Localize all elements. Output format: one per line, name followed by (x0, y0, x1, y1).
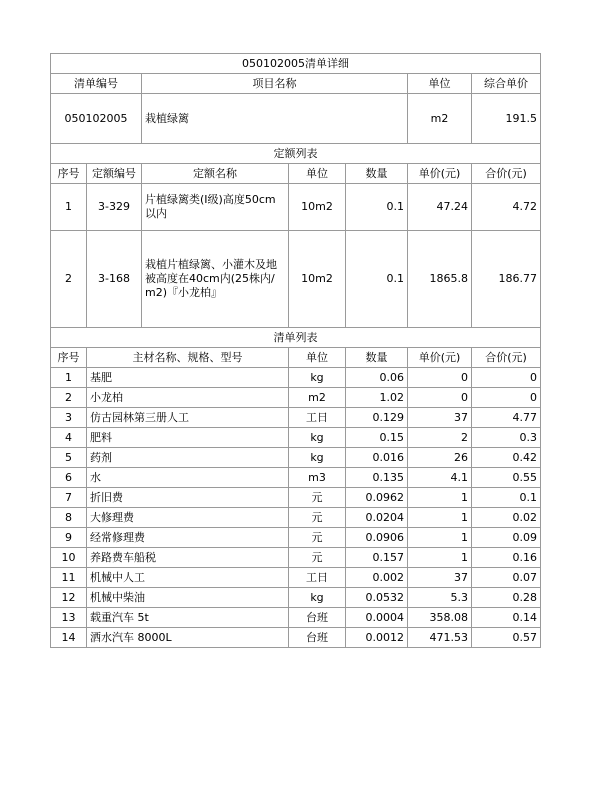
material-total: 0.09 (472, 528, 541, 548)
bill-price: 191.5 (472, 94, 541, 144)
quota-row (51, 231, 541, 328)
material-unit: kg (289, 448, 346, 468)
material-qty: 0.016 (346, 448, 408, 468)
quota-header-unit: 单位 (289, 164, 346, 184)
material-unit: kg (289, 428, 346, 448)
material-price: 471.53 (408, 628, 472, 648)
material-price: 2 (408, 428, 472, 448)
quota-total: 186.77 (472, 231, 541, 328)
quota-price: 1865.8 (408, 231, 472, 328)
bill-unit: m2 (408, 94, 472, 144)
material-row (51, 628, 541, 648)
material-total: 4.77 (472, 408, 541, 428)
material-no: 14 (51, 628, 87, 648)
material-total: 0.57 (472, 628, 541, 648)
quota-header-code: 定额编号 (87, 164, 142, 184)
quota-name: 片植绿篱类(Ⅰ级)高度50cm以内 (142, 184, 289, 231)
quota-code: 3-168 (87, 231, 142, 328)
material-row (51, 568, 541, 588)
header-price: 综合单价 (472, 74, 541, 94)
material-qty: 0.0004 (346, 608, 408, 628)
list-header-name: 主材名称、规格、型号 (87, 348, 289, 368)
header-unit: 单位 (408, 74, 472, 94)
quota-header-qty: 数量 (346, 164, 408, 184)
material-price: 4.1 (408, 468, 472, 488)
material-total: 0.3 (472, 428, 541, 448)
material-row (51, 528, 541, 548)
material-total: 0.55 (472, 468, 541, 488)
main-header-row (51, 74, 541, 94)
material-total: 0.1 (472, 488, 541, 508)
material-price: 1 (408, 528, 472, 548)
material-name: 折旧费 (87, 488, 289, 508)
material-name: 养路费车船税 (87, 548, 289, 568)
material-unit: 台班 (289, 628, 346, 648)
material-unit: m3 (289, 468, 346, 488)
material-qty: 0.0204 (346, 508, 408, 528)
material-name: 机械中人工 (87, 568, 289, 588)
material-total: 0.16 (472, 548, 541, 568)
material-qty: 0.06 (346, 368, 408, 388)
material-unit: 元 (289, 548, 346, 568)
material-total: 0.42 (472, 448, 541, 468)
material-name: 水 (87, 468, 289, 488)
material-qty: 0.002 (346, 568, 408, 588)
material-unit: kg (289, 368, 346, 388)
material-qty: 0.0012 (346, 628, 408, 648)
list-header-row (51, 348, 541, 368)
quota-section-title: 定额列表 (51, 144, 541, 164)
material-total: 0.14 (472, 608, 541, 628)
material-name: 仿古园林第三册人工 (87, 408, 289, 428)
quota-qty: 0.1 (346, 231, 408, 328)
quota-row (51, 184, 541, 231)
material-unit: 元 (289, 488, 346, 508)
material-qty: 0.129 (346, 408, 408, 428)
material-price: 1 (408, 508, 472, 528)
material-no: 13 (51, 608, 87, 628)
quota-header-total: 合价(元) (472, 164, 541, 184)
list-header-unit: 单位 (289, 348, 346, 368)
material-name: 肥料 (87, 428, 289, 448)
material-unit: 工日 (289, 568, 346, 588)
material-price: 358.08 (408, 608, 472, 628)
list-header-no: 序号 (51, 348, 87, 368)
material-no: 10 (51, 548, 87, 568)
material-row (51, 408, 541, 428)
material-no: 11 (51, 568, 87, 588)
quota-no: 2 (51, 231, 87, 328)
material-total: 0.02 (472, 508, 541, 528)
quota-code: 3-329 (87, 184, 142, 231)
header-code: 清单编号 (51, 74, 142, 94)
material-row (51, 548, 541, 568)
material-name: 药剂 (87, 448, 289, 468)
material-qty: 1.02 (346, 388, 408, 408)
quota-no: 1 (51, 184, 87, 231)
material-row (51, 468, 541, 488)
material-row (51, 588, 541, 608)
main-data-row (51, 94, 541, 144)
material-unit: 工日 (289, 408, 346, 428)
material-no: 4 (51, 428, 87, 448)
material-total: 0.07 (472, 568, 541, 588)
bill-name: 栽植绿篱 (142, 94, 408, 144)
material-row (51, 388, 541, 408)
material-unit: m2 (289, 388, 346, 408)
material-name: 小龙柏 (87, 388, 289, 408)
quota-section-row (51, 144, 541, 164)
material-no: 12 (51, 588, 87, 608)
material-name: 机械中柴油 (87, 588, 289, 608)
list-header-qty: 数量 (346, 348, 408, 368)
material-qty: 0.135 (346, 468, 408, 488)
material-qty: 0.0532 (346, 588, 408, 608)
material-row (51, 368, 541, 388)
quota-header-row (51, 164, 541, 184)
material-total: 0 (472, 388, 541, 408)
material-price: 37 (408, 568, 472, 588)
material-price: 26 (408, 448, 472, 468)
material-unit: 台班 (289, 608, 346, 628)
material-no: 6 (51, 468, 87, 488)
material-name: 载重汽车 5t (87, 608, 289, 628)
material-row (51, 488, 541, 508)
material-qty: 0.157 (346, 548, 408, 568)
material-no: 2 (51, 388, 87, 408)
sheet-title: 050102005清单详细 (51, 54, 541, 74)
material-name: 基肥 (87, 368, 289, 388)
bill-detail-table (50, 53, 541, 648)
material-total: 0.28 (472, 588, 541, 608)
title-row (51, 54, 541, 74)
material-price: 1 (408, 488, 472, 508)
material-row (51, 448, 541, 468)
material-unit: 元 (289, 508, 346, 528)
quota-price: 47.24 (408, 184, 472, 231)
list-section-title: 清单列表 (51, 328, 541, 348)
list-header-price: 单价(元) (408, 348, 472, 368)
material-price: 0 (408, 368, 472, 388)
material-no: 3 (51, 408, 87, 428)
list-header-total: 合价(元) (472, 348, 541, 368)
material-qty: 0.0962 (346, 488, 408, 508)
quota-unit: 10m2 (289, 231, 346, 328)
quota-unit: 10m2 (289, 184, 346, 231)
material-qty: 0.0906 (346, 528, 408, 548)
header-name: 项目名称 (142, 74, 408, 94)
quota-name: 栽植片植绿篱、小灌木及地被高度在40cm内(25株内/m2)『小龙柏』 (142, 231, 289, 328)
material-no: 8 (51, 508, 87, 528)
bill-code: 050102005 (51, 94, 142, 144)
quota-qty: 0.1 (346, 184, 408, 231)
material-no: 1 (51, 368, 87, 388)
material-qty: 0.15 (346, 428, 408, 448)
quota-header-no: 序号 (51, 164, 87, 184)
material-price: 1 (408, 548, 472, 568)
material-unit: 元 (289, 528, 346, 548)
bill-detail-sheet (50, 53, 540, 648)
material-name: 大修理费 (87, 508, 289, 528)
quota-header-price: 单价(元) (408, 164, 472, 184)
material-name: 洒水汽车 8000L (87, 628, 289, 648)
material-no: 7 (51, 488, 87, 508)
material-no: 9 (51, 528, 87, 548)
quota-header-name: 定额名称 (142, 164, 289, 184)
material-no: 5 (51, 448, 87, 468)
material-row (51, 428, 541, 448)
material-price: 5.3 (408, 588, 472, 608)
material-price: 37 (408, 408, 472, 428)
material-total: 0 (472, 368, 541, 388)
material-row (51, 508, 541, 528)
material-name: 经常修理费 (87, 528, 289, 548)
quota-total: 4.72 (472, 184, 541, 231)
material-unit: kg (289, 588, 346, 608)
list-section-row (51, 328, 541, 348)
material-row (51, 608, 541, 628)
material-price: 0 (408, 388, 472, 408)
